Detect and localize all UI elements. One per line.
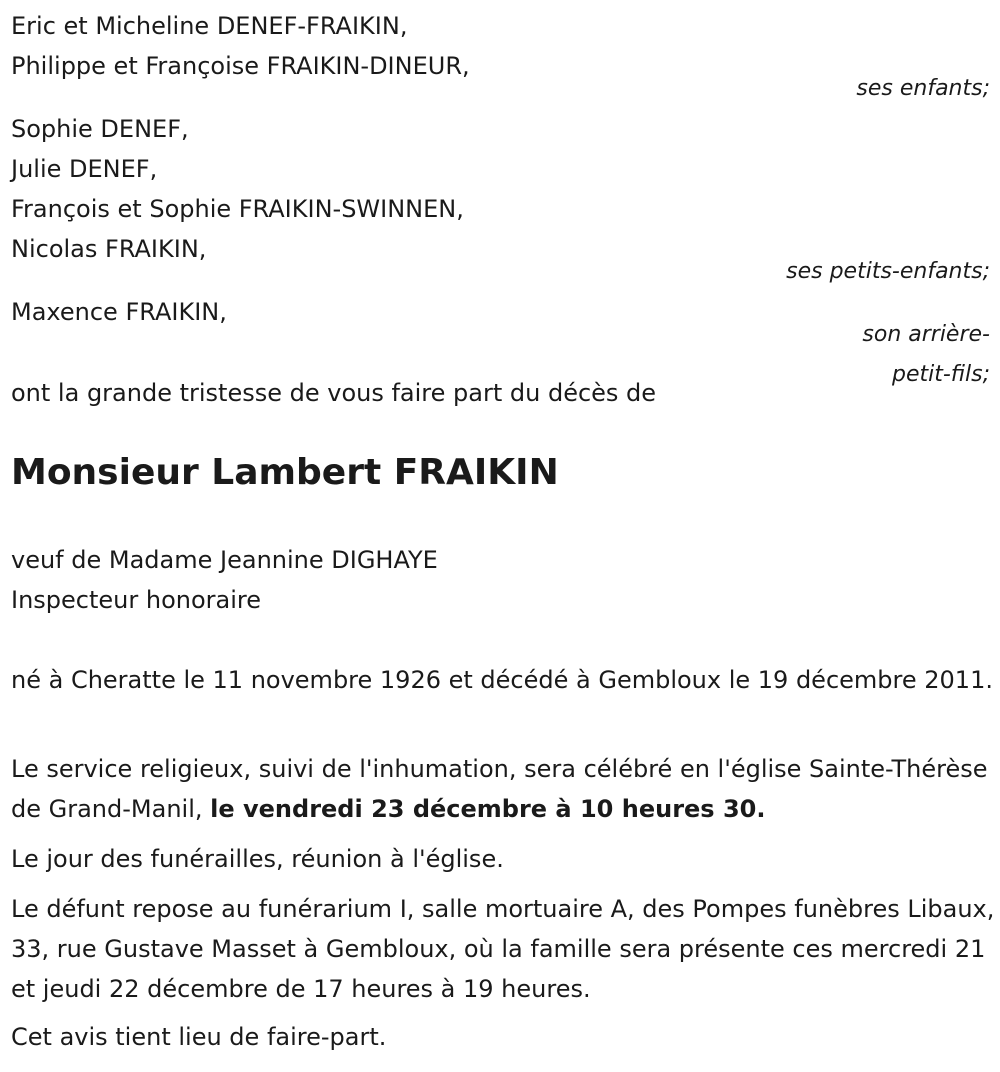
- great-grandchild-name: Maxence FRAIKIN,: [11, 298, 227, 326]
- meeting-paragraph: Le jour des funérailles, réunion à l'église.: [11, 845, 504, 873]
- child-name: Philippe et Françoise FRAIKIN-DINEUR,: [11, 52, 470, 80]
- notice-paragraph: Cet avis tient lieu de faire-part.: [11, 1023, 387, 1051]
- deceased-name: Monsieur Lambert FRAIKIN: [11, 452, 559, 493]
- service-text: Le service religieux, suivi de l'inhumation, sera célébré en l'église Sainte-Thérèse de Grand-Manil,: [11, 755, 988, 823]
- announcement-text: ont la grande tristesse de vous faire part du décès de: [11, 379, 657, 407]
- grandchild-name: Nicolas FRAIKIN,: [11, 235, 207, 263]
- grandchild-name: François et Sophie FRAIKIN-SWINNEN,: [11, 195, 464, 223]
- grandchildren-role: ses petits-enfants;: [786, 259, 990, 284]
- children-role: ses enfants;: [856, 76, 990, 101]
- grandchild-name: Julie DENEF,: [11, 155, 158, 183]
- service-paragraph: [11, 749, 996, 829]
- grandchild-name: Sophie DENEF,: [11, 115, 189, 143]
- repose-paragraph: Le défunt repose au funérarium I, salle mortuaire A, des Pompes funèbres Libaux, 33, rue Gustave Masset à Gembloux, où la famille sera présente ces mercredi 21 et jeudi 22 décembre de 17 heures à 19 heures.: [11, 895, 995, 1003]
- child-name: Eric et Micheline DENEF-FRAIKIN,: [11, 12, 408, 40]
- widower-line: veuf de Madame Jeannine DIGHAYE: [11, 546, 438, 574]
- birth-death-paragraph: né à Cheratte le 11 novembre 1926 et décédé à Gembloux le 19 décembre 2011.: [11, 666, 993, 694]
- great-grandchild-role-line1: son arrière-: [862, 322, 990, 347]
- great-grandchild-role-line2: petit-fils;: [891, 362, 990, 387]
- service-date: le vendredi 23 décembre à 10 heures 30.: [210, 795, 766, 823]
- occupation-line: Inspecteur honoraire: [11, 586, 262, 614]
